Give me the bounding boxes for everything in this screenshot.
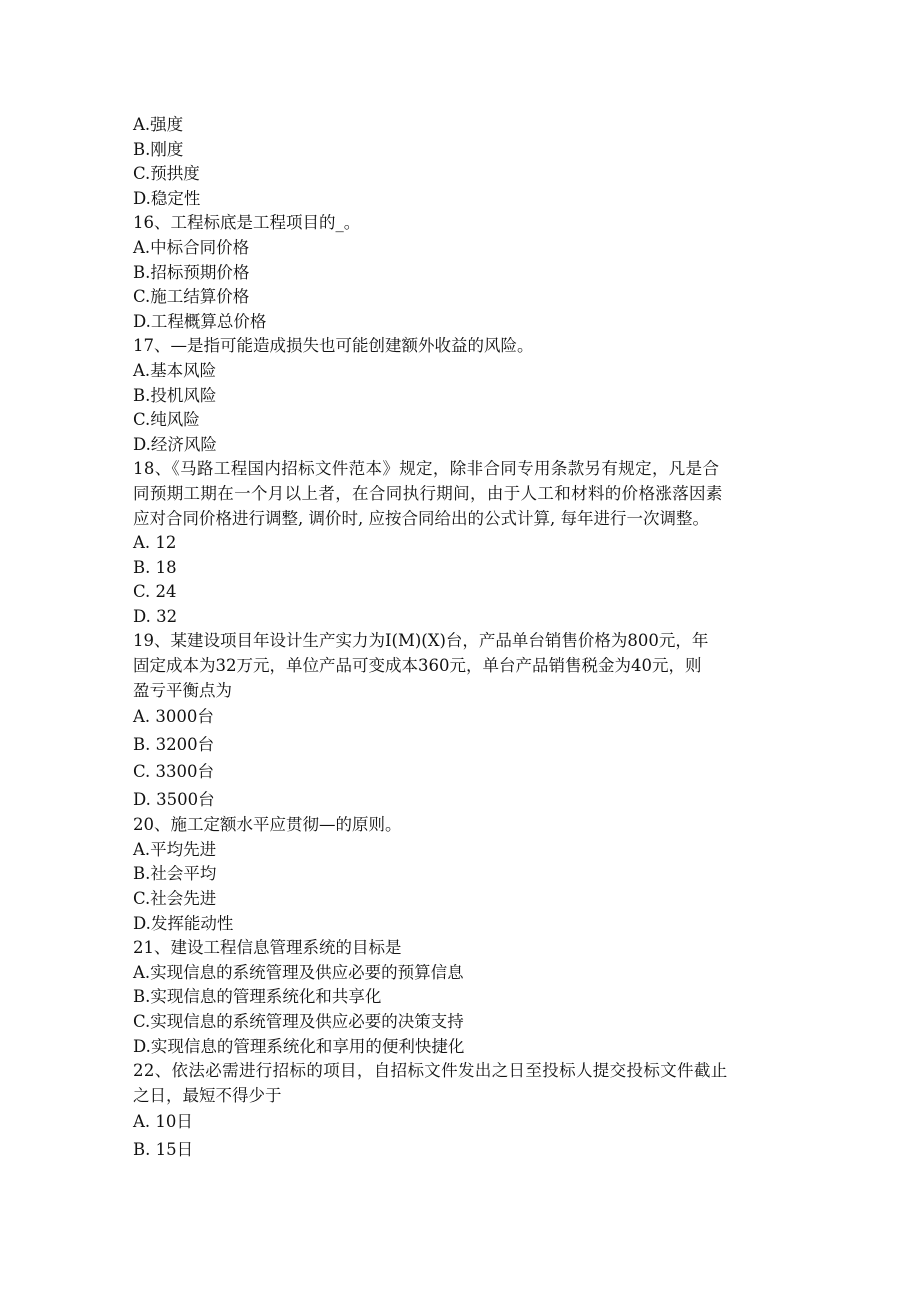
text-line: C.社会先进 [133, 889, 217, 909]
text-line: D.工程概算总价格 [133, 311, 267, 331]
text-line: D. 32 [133, 606, 178, 626]
text-line: A.实现信息的系统管理及供应必要的预算信息 [133, 962, 464, 982]
text-line: D.经济风险 [133, 434, 217, 454]
text-line: A.中标合同价格 [133, 237, 250, 257]
text-line: C.施工结算价格 [133, 287, 250, 307]
text-line: D. 3500台 [133, 789, 215, 809]
text-line: A. 12 [133, 533, 177, 553]
text-line: A. 10日 [133, 1112, 193, 1132]
question-text: 22、依法必需进行招标的项目，自招标文件发出之日至投标人提交投标文件截止 [133, 1061, 728, 1081]
text-line: A.基本风险 [133, 360, 217, 380]
text-line: B. 15日 [133, 1139, 194, 1159]
question-text: 19、某建设项目年设计生产实力为I(M)(X)台，产品单台销售价格为800元，年 [133, 631, 709, 651]
text-line: D.发挥能动性 [133, 913, 234, 933]
question-text: 盈亏平衡点为 [133, 680, 232, 700]
question-text: 之日，最短不得少于 [133, 1085, 282, 1105]
text-line: C.预拱度 [133, 164, 200, 184]
text-line: B.投机风险 [133, 385, 217, 405]
text-line: C. 3300台 [133, 762, 215, 782]
question-text: 同预期工期在一个月以上者，在合同执行期间，由于人工和材料的价格涨落因素 [133, 483, 723, 503]
text-line: A.强度 [133, 115, 184, 134]
text-line: B. 18 [133, 557, 177, 577]
question-text: 固定成本为32万元，单位产品可变成本360元，单台产品销售税金为40元，则 [133, 656, 702, 676]
text-line: B.社会平均 [133, 864, 217, 884]
text-line: A.平均先进 [133, 839, 217, 859]
question-text: 18、《马路工程国内招标文件范本》规定，除非合同专用条款另有规定，凡是合 [133, 459, 720, 479]
text-line: B.招标预期价格 [133, 262, 250, 282]
text-line: A. 3000台 [133, 707, 214, 727]
text-line: B. 3200台 [133, 734, 215, 754]
question-text: 20、施工定额水平应贯彻—的原则。 [133, 815, 402, 835]
text-line: C.纯风险 [133, 410, 200, 430]
text-line: C. 24 [133, 582, 177, 602]
text-line: B.刚度 [133, 139, 184, 159]
document-body [133, 113, 793, 1163]
question-text: 16、工程标底是工程项目的_。 [133, 213, 361, 233]
text-line: B.实现信息的管理系统化和共享化 [133, 987, 382, 1007]
question-text: 应对合同价格进行调整, 调价时, 应按合同给出的公式计算, 每年进行一次调整。 [133, 508, 709, 528]
text-line: C.实现信息的系统管理及供应必要的决策支持 [133, 1012, 464, 1031]
question-text: 17、—是指可能造成损失也可能创建额外收益的风险。 [133, 336, 534, 356]
text-line: D.实现信息的管理系统化和享用的便利快捷化 [133, 1036, 465, 1056]
question-text: 21、建设工程信息管理系统的目标是 [133, 938, 402, 958]
text-line: D.稳定性 [133, 188, 201, 208]
